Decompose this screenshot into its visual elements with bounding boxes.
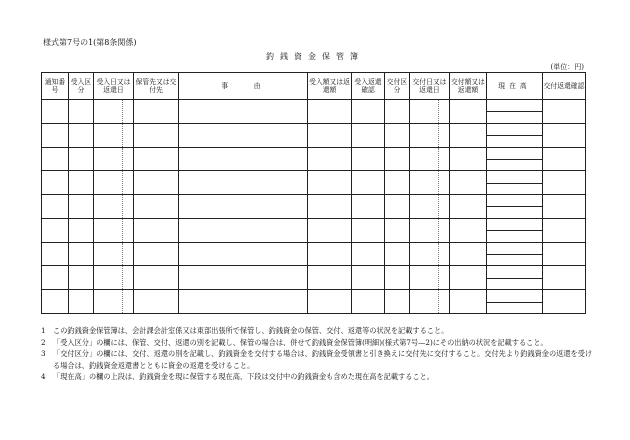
balance-split-line <box>487 278 542 279</box>
balance-cell <box>487 290 543 314</box>
date-subcell <box>123 218 134 242</box>
date-subcell <box>123 242 134 266</box>
ledger-row <box>42 242 586 266</box>
date-subcell <box>439 123 450 147</box>
balance-split-line <box>487 183 542 184</box>
date-subcell <box>123 290 134 314</box>
ledger-body <box>42 100 586 314</box>
ledger-cell <box>543 242 586 266</box>
ledger-row <box>42 290 586 314</box>
ledger-cell <box>69 195 94 219</box>
ledger-cell <box>385 123 410 147</box>
ledger-cell <box>69 242 94 266</box>
ledger-cell <box>42 147 69 171</box>
date-cell <box>410 195 439 219</box>
ledger-cell <box>308 290 352 314</box>
date-cell <box>94 266 123 290</box>
date-cell <box>410 242 439 266</box>
note-number: 2 <box>41 337 46 347</box>
date-cell <box>410 218 439 242</box>
ledger-cell <box>42 123 69 147</box>
date-cell <box>94 100 123 124</box>
ledger-cell <box>385 100 410 124</box>
balance-cell <box>487 100 543 124</box>
ledger-header-row <box>42 73 586 100</box>
ledger-cell <box>308 218 352 242</box>
ledger-cell <box>385 290 410 314</box>
header-issue-amount: 交付額又は返還額 <box>450 73 487 100</box>
balance-split-line <box>487 111 542 112</box>
ledger-cell <box>308 100 352 124</box>
ledger-cell <box>352 195 385 219</box>
ledger-cell <box>134 290 179 314</box>
date-subcell <box>439 171 450 195</box>
date-cell <box>410 171 439 195</box>
ledger-cell <box>179 218 308 242</box>
note-number: 3 <box>41 349 46 359</box>
ledger-cell <box>352 147 385 171</box>
date-cell <box>94 171 123 195</box>
ledger-cell <box>543 266 586 290</box>
date-subcell <box>439 100 450 124</box>
ledger-cell <box>69 266 94 290</box>
date-cell <box>94 218 123 242</box>
date-subcell <box>123 195 134 219</box>
header-notice-no: 通知番号 <box>42 73 69 100</box>
ledger-cell <box>308 242 352 266</box>
ledger-cell <box>543 123 586 147</box>
ledger-cell <box>543 171 586 195</box>
ledger-cell <box>450 195 487 219</box>
date-cell <box>94 242 123 266</box>
note-text: この釣銭資金保管簿は、会計課会計室係又は東部出張所で保管し、釣銭資金の保管、交付、返還等の状況を記載すること。 <box>53 326 449 335</box>
ledger-cell <box>543 290 586 314</box>
ledger-row <box>42 218 586 242</box>
ledger-cell <box>308 171 352 195</box>
ledger-cell <box>179 123 308 147</box>
header-issue-return-confirm: 交付返還確認 <box>543 73 586 100</box>
header-issue-date: 交付日又は返還日 <box>410 73 450 100</box>
ledger-cell <box>69 147 94 171</box>
balance-split-line <box>487 230 542 231</box>
ledger-cell <box>179 100 308 124</box>
ledger-cell <box>450 171 487 195</box>
header-issue-type: 交付区分 <box>385 73 410 100</box>
date-cell <box>410 147 439 171</box>
ledger-cell <box>179 171 308 195</box>
ledger-cell <box>179 147 308 171</box>
ledger-cell <box>352 123 385 147</box>
ledger-cell <box>543 195 586 219</box>
notes <box>41 325 593 383</box>
date-subcell <box>439 290 450 314</box>
ledger-cell <box>352 266 385 290</box>
note-item <box>41 348 593 371</box>
note-item <box>41 371 593 383</box>
ledger-cell <box>352 100 385 124</box>
ledger-row <box>42 266 586 290</box>
date-cell <box>410 100 439 124</box>
date-cell <box>410 266 439 290</box>
balance-cell <box>487 195 543 219</box>
ledger-cell <box>352 218 385 242</box>
ledger-cell <box>69 100 94 124</box>
date-subcell <box>439 147 450 171</box>
note-text: 「受入区分」の欄には、保管、交付、返還の別を記載し、保管の場合は、併せて釣銭資金保管簿(明細)(様式第7号—2)にその出納の状況を記載すること。 <box>53 337 548 347</box>
ledger-cell <box>42 266 69 290</box>
ledger-cell <box>69 171 94 195</box>
ledger-cell <box>543 147 586 171</box>
ledger-cell <box>543 218 586 242</box>
date-subcell <box>123 266 134 290</box>
unit-label: (単位：円) <box>550 63 584 71</box>
ledger-cell <box>179 266 308 290</box>
ledger-cell <box>352 171 385 195</box>
ledger-cell <box>134 100 179 124</box>
note-text: 「交付区分」の欄には、交付、返還の別を記載し、釣銭資金を交付する場合は、釣銭資金受領書と引き換えに交付先に交付すること。交付先より釣銭資金の返還を受ける場合は、釣銭資金返還書とともに資金の返還を受けること。 <box>53 349 593 370</box>
note-number: 1 <box>41 326 46 335</box>
ledger-row <box>42 147 586 171</box>
balance-split-line <box>487 206 542 207</box>
balance-cell <box>487 242 543 266</box>
date-subcell <box>123 147 134 171</box>
date-cell <box>94 147 123 171</box>
ledger-cell <box>42 100 69 124</box>
balance-split-line <box>487 135 542 136</box>
ledger-cell <box>134 218 179 242</box>
ledger-cell <box>42 290 69 314</box>
ledger-cell <box>385 242 410 266</box>
ledger-cell <box>450 147 487 171</box>
ledger-cell <box>352 290 385 314</box>
ledger-row <box>42 123 586 147</box>
date-cell <box>410 290 439 314</box>
header-receipt-return-confirm: 受入返還確認 <box>352 73 385 100</box>
header-receipt-date: 受入日又は返還日 <box>94 73 134 100</box>
ledger-cell <box>134 266 179 290</box>
ledger-cell <box>450 242 487 266</box>
ledger-cell <box>69 290 94 314</box>
ledger-cell <box>179 242 308 266</box>
date-subcell <box>439 242 450 266</box>
date-cell <box>410 123 439 147</box>
balance-cell <box>487 147 543 171</box>
date-cell <box>94 290 123 314</box>
ledger-cell <box>308 147 352 171</box>
header-receipt-type: 受入区分 <box>69 73 94 100</box>
header-description: 事 由 <box>179 73 308 100</box>
ledger-row <box>42 171 586 195</box>
ledger-cell <box>308 195 352 219</box>
ledger-cell <box>385 218 410 242</box>
date-subcell <box>123 123 134 147</box>
ledger-cell <box>450 266 487 290</box>
date-subcell <box>123 171 134 195</box>
ledger-cell <box>179 290 308 314</box>
balance-cell <box>487 123 543 147</box>
note-number: 4 <box>41 372 46 382</box>
ledger-cell <box>42 218 69 242</box>
header-receipt-amount: 受入額又は返還額 <box>308 73 352 100</box>
ledger-cell <box>352 242 385 266</box>
date-cell <box>94 123 123 147</box>
ledger-cell <box>134 171 179 195</box>
date-subcell <box>439 266 450 290</box>
form-number: 様式第7号の1(第8条関係) <box>43 38 137 47</box>
date-subcell <box>439 218 450 242</box>
ledger-cell <box>69 218 94 242</box>
ledger-row <box>42 195 586 219</box>
header-balance: 現在高 <box>487 73 543 100</box>
ledger-cell <box>543 100 586 124</box>
balance-split-line <box>487 159 542 160</box>
ledger-cell <box>450 100 487 124</box>
ledger-cell <box>385 266 410 290</box>
balance-cell <box>487 266 543 290</box>
note-item <box>41 325 593 337</box>
ledger-cell <box>308 123 352 147</box>
ledger-cell <box>42 242 69 266</box>
date-subcell <box>439 195 450 219</box>
ledger-cell <box>385 147 410 171</box>
ledger-cell <box>308 266 352 290</box>
ledger-cell <box>134 195 179 219</box>
ledger-cell <box>134 242 179 266</box>
note-item <box>41 337 593 349</box>
ledger-cell <box>134 123 179 147</box>
header-custody-dest: 保管先又は交付先 <box>134 73 179 100</box>
ledger-cell <box>69 123 94 147</box>
balance-cell <box>487 218 543 242</box>
ledger-cell <box>385 171 410 195</box>
date-cell <box>94 195 123 219</box>
balance-split-line <box>487 302 542 303</box>
balance-split-line <box>487 254 542 255</box>
date-subcell <box>123 100 134 124</box>
note-text: 「現在高」の欄の上段は、釣銭資金を現に保管する現在高、下段は交付中の釣銭資金も含めた現在高を記載すること。 <box>53 372 434 382</box>
ledger-cell <box>179 195 308 219</box>
ledger-cell <box>42 195 69 219</box>
ledger-cell <box>450 123 487 147</box>
ledger-cell <box>450 290 487 314</box>
ledger-cell <box>450 218 487 242</box>
ledger-title: 釣銭資金保管簿 <box>266 52 364 61</box>
ledger-cell <box>134 147 179 171</box>
ledger-cell <box>385 195 410 219</box>
ledger-row <box>42 100 586 124</box>
balance-cell <box>487 171 543 195</box>
ledger-cell <box>42 171 69 195</box>
ledger-table <box>41 72 586 314</box>
